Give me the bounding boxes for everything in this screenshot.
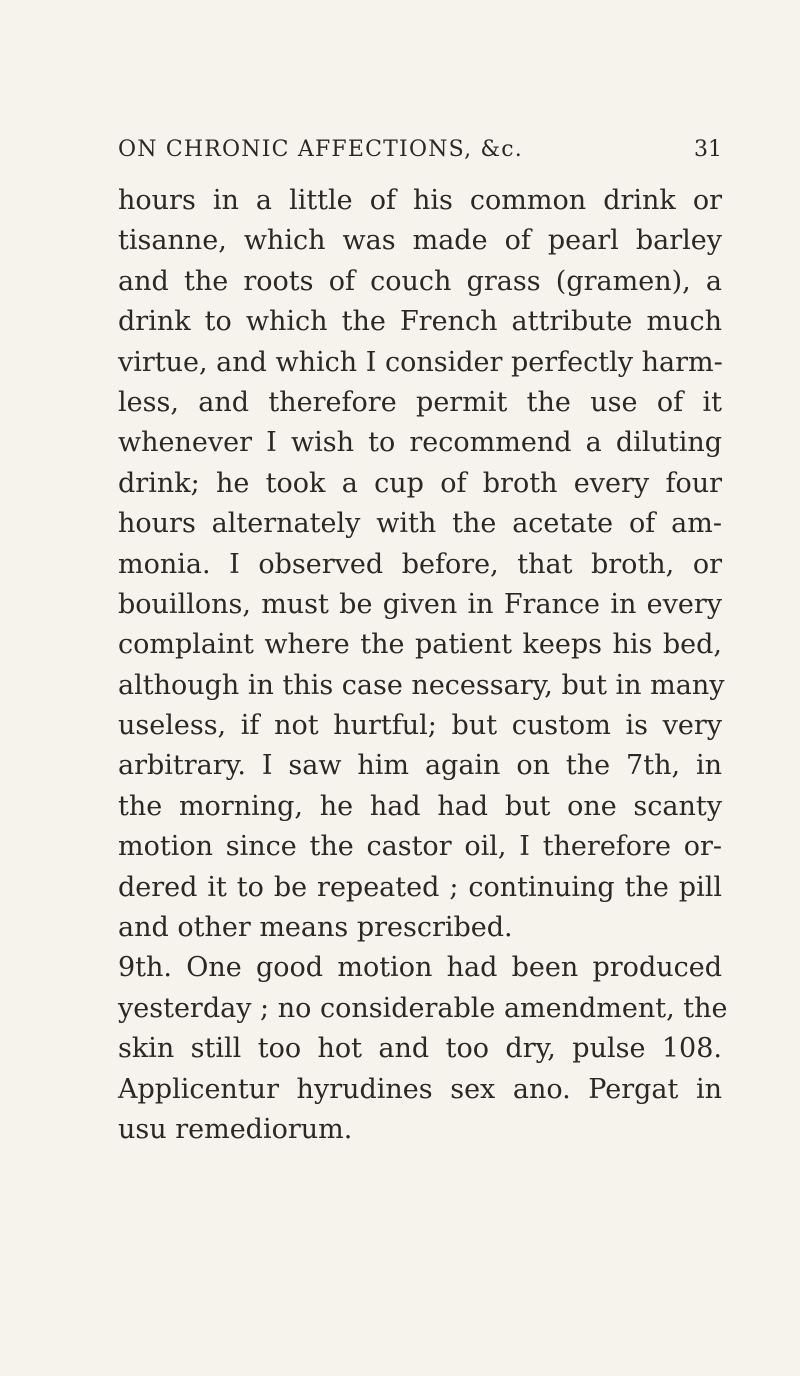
text-line: dered it to be repeated ; continuing the pill	[118, 871, 722, 903]
text-line: monia. I observed before, that broth, or	[118, 548, 722, 580]
text-line: hours alternately with the acetate of am-	[118, 508, 722, 540]
text-line: drink; he took a cup of broth every four	[118, 467, 722, 499]
text-line: usu remediorum.	[118, 1113, 353, 1145]
text-line: hours in a little of his common drink or	[118, 185, 722, 216]
text-line: tisanne, which was made of pearl barley	[118, 225, 722, 257]
text-line: useless, if not hurtful; but custom is very	[118, 710, 722, 742]
text-line: the morning, he had had but one scanty	[118, 790, 722, 822]
text-line: and the roots of couch grass (gramen), a	[118, 265, 722, 297]
text-line: arbitrary. I saw him again on the 7th, in	[118, 750, 722, 782]
text-line: skin still too hot and too dry, pulse 108.	[118, 1033, 722, 1065]
text-line: 9th. One good motion had been produced	[118, 952, 722, 984]
text-line: virtue, and which I consider perfectly harm-	[118, 346, 723, 378]
running-head: ON CHRONIC AFFECTIONS, &c.	[118, 137, 523, 162]
text-line: although in this case necessary, but in many	[118, 669, 725, 701]
text-line: and other means prescribed.	[118, 912, 513, 944]
page-header	[118, 130, 722, 170]
text-line: whenever I wish to recommend a diluting	[118, 427, 722, 459]
body-text	[118, 181, 728, 1150]
text-line: complaint where the patient keeps his bed,	[118, 629, 722, 661]
text-line: yesterday ; no considerable amendment, the	[118, 992, 728, 1024]
text-line: less, and therefore permit the use of it	[118, 386, 722, 418]
text-line: Applicentur hyrudines sex ano. Pergat in	[118, 1073, 722, 1105]
text-line: bouillons, must be given in France in every	[118, 588, 722, 620]
text-line: drink to which the French attribute much	[118, 306, 722, 338]
page-number: 31	[694, 137, 722, 162]
text-line: motion since the castor oil, I therefore or-	[118, 831, 722, 863]
